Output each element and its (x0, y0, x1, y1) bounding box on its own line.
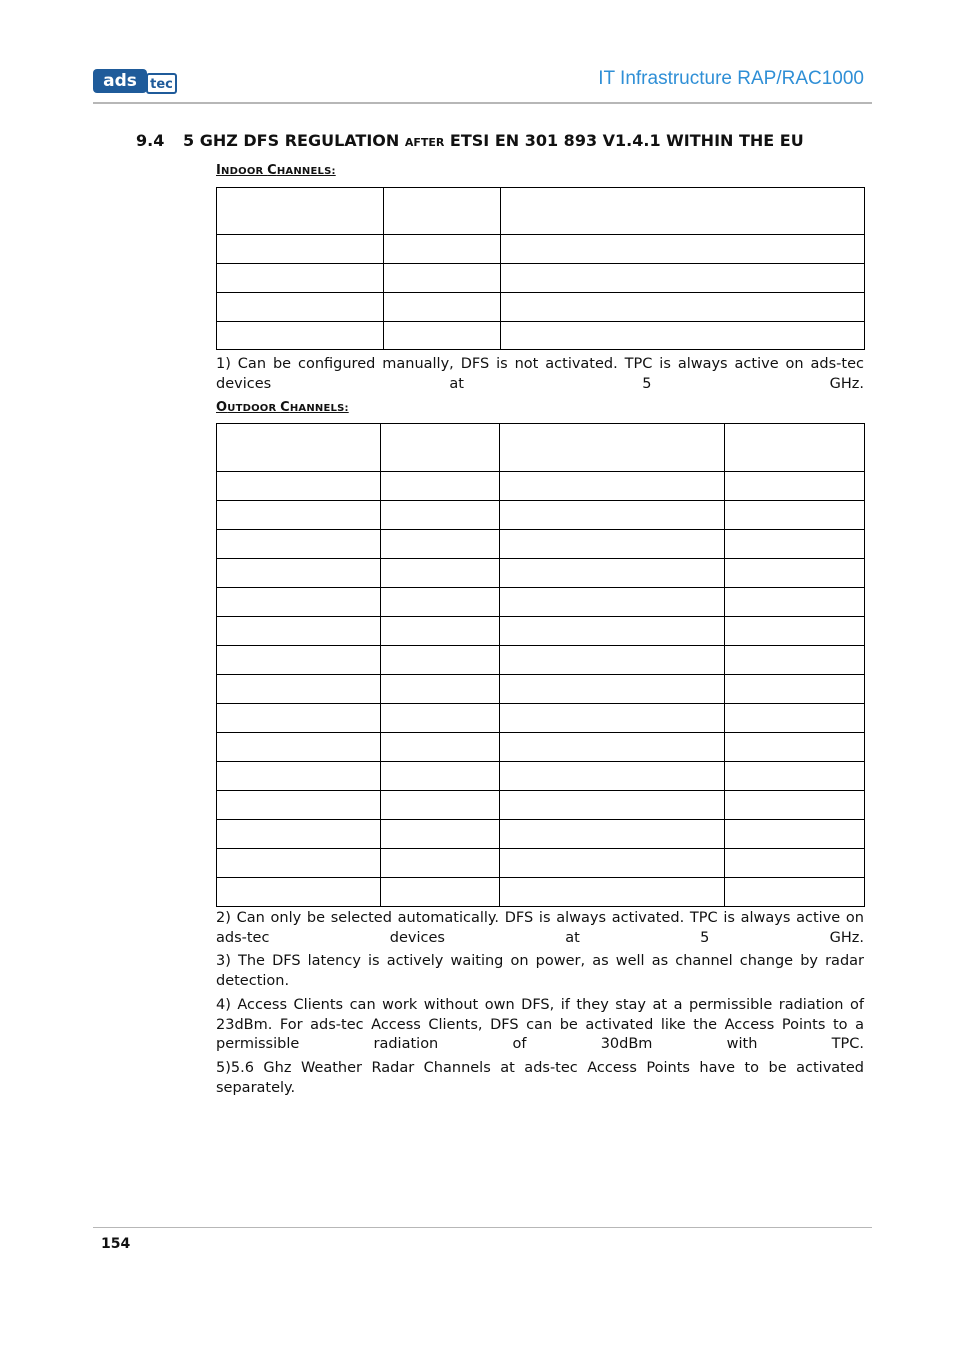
indoor-channels-table (216, 187, 865, 350)
table-cell (384, 235, 501, 264)
table-cell (501, 264, 865, 293)
outdoor-heading-initial2: C (280, 400, 290, 415)
table-cell (217, 293, 384, 322)
table-cell (725, 617, 865, 646)
table-cell (725, 472, 865, 501)
table-row (217, 791, 865, 820)
table-cell (381, 424, 500, 472)
ads-tec-logo (93, 68, 177, 94)
table-row (217, 235, 865, 264)
table-row (217, 588, 865, 617)
table-cell (725, 762, 865, 791)
indoor-channels-heading (216, 163, 336, 178)
table-cell (217, 762, 381, 791)
table-cell (217, 322, 384, 350)
footnote-3: 3) The DFS latency is actively waiting on power, as well as channel change by radar detection. (216, 953, 864, 989)
table-row (217, 849, 865, 878)
table-cell (500, 791, 725, 820)
table-cell (381, 646, 500, 675)
table-cell (725, 588, 865, 617)
table-cell (500, 878, 725, 907)
section-title-part3: ETSI EN 301 893 V1.4.1 WITHIN THE EU (444, 131, 804, 150)
table-row (217, 675, 865, 704)
table-cell (381, 849, 500, 878)
table-row (217, 530, 865, 559)
table-cell (217, 820, 381, 849)
table-cell (725, 559, 865, 588)
table-cell (217, 878, 381, 907)
section-title-part1: 5 GHZ DFS REGULATION (183, 131, 405, 150)
table-cell (381, 704, 500, 733)
table-row (217, 264, 865, 293)
table-cell (500, 617, 725, 646)
table-cell (500, 530, 725, 559)
table-cell (381, 878, 500, 907)
table-cell (384, 264, 501, 293)
table-cell (501, 235, 865, 264)
table-cell (217, 646, 381, 675)
table-cell (217, 588, 381, 617)
section-number: 9.4 (136, 131, 165, 150)
table-row (217, 762, 865, 791)
table-cell (381, 762, 500, 791)
table-cell (725, 733, 865, 762)
table-cell (381, 530, 500, 559)
table-cell (217, 424, 381, 472)
table-cell (381, 559, 500, 588)
footnote-5: 5)5.6 Ghz Weather Radar Channels at ads-tec Access Points have to be activated separately. (216, 1060, 864, 1096)
table-cell (381, 820, 500, 849)
table-cell (725, 530, 865, 559)
table-row (217, 704, 865, 733)
table-cell (501, 188, 865, 235)
svg-text:tec: tec (150, 77, 173, 92)
table-cell (217, 530, 381, 559)
table-cell (217, 617, 381, 646)
table-cell (725, 704, 865, 733)
indoor-heading-word2: HANNELS: (276, 166, 336, 177)
table-cell (500, 733, 725, 762)
outdoor-channels-table (216, 423, 865, 907)
table-cell (725, 791, 865, 820)
footnote-2: 2) Can only be selected automatically. DFS is always activated. TPC is always active on ads-tec devices at 5 GHz. (216, 910, 864, 946)
table-cell (381, 501, 500, 530)
footer-divider (93, 1227, 872, 1228)
outdoor-heading-initial: O (216, 400, 228, 415)
outdoor-heading-word1: UTDOOR (227, 403, 281, 414)
table-cell (381, 675, 500, 704)
table-cell (381, 472, 500, 501)
table-row (217, 293, 865, 322)
table-cell (500, 704, 725, 733)
svg-text:ads: ads (103, 71, 137, 91)
table-cell (217, 264, 384, 293)
table-cell (384, 293, 501, 322)
table-header-row (217, 188, 865, 235)
table-cell (381, 617, 500, 646)
table-cell (725, 424, 865, 472)
table-cell (725, 849, 865, 878)
section-heading (136, 131, 804, 150)
table-cell (501, 293, 865, 322)
table-cell (217, 188, 384, 235)
section-title-part2: AFTER (404, 136, 445, 149)
table-row (217, 559, 865, 588)
outdoor-channels-heading (216, 400, 349, 415)
table-cell (725, 501, 865, 530)
table-cell (725, 878, 865, 907)
table-header-row (217, 424, 865, 472)
table-cell (500, 501, 725, 530)
table-cell (381, 588, 500, 617)
table-cell (217, 235, 384, 264)
table-row (217, 501, 865, 530)
table-row (217, 617, 865, 646)
table-cell (500, 472, 725, 501)
table-cell (500, 588, 725, 617)
table-cell (501, 322, 865, 350)
table-cell (725, 675, 865, 704)
header-divider (93, 102, 872, 104)
table-cell (217, 849, 381, 878)
table-cell (217, 704, 381, 733)
table-cell (725, 646, 865, 675)
table-row (217, 878, 865, 907)
table-cell (217, 559, 381, 588)
table-row (217, 322, 865, 350)
table-cell (500, 675, 725, 704)
table-cell (500, 646, 725, 675)
table-row (217, 820, 865, 849)
table-cell (500, 849, 725, 878)
table-cell (500, 820, 725, 849)
table-row (217, 646, 865, 675)
table-cell (217, 675, 381, 704)
table-cell (384, 188, 501, 235)
indoor-heading-initial: I (216, 163, 222, 178)
table-cell (217, 791, 381, 820)
table-cell (217, 472, 381, 501)
table-cell (381, 791, 500, 820)
table-cell (384, 322, 501, 350)
table-cell (500, 559, 725, 588)
outdoor-heading-word2: HANNELS: (289, 403, 349, 414)
indoor-heading-word1: NDOOR (221, 166, 268, 177)
table-cell (500, 762, 725, 791)
page-number: 154 (101, 1236, 131, 1252)
indoor-footnote: 1) Can be configured manually, DFS is not activated. TPC is always active on ads-tec devices at 5 GHz. (216, 356, 864, 392)
table-cell (381, 733, 500, 762)
document-title: IT Infrastructure RAP/RAC1000 (598, 68, 864, 89)
table-cell (217, 501, 381, 530)
table-cell (217, 733, 381, 762)
table-cell (500, 424, 725, 472)
table-cell (725, 820, 865, 849)
table-row (217, 472, 865, 501)
footnote-4: 4) Access Clients can work without own DFS, if they stay at a permissible radiation of 23dBm. For ads-tec Access Clients, DFS can be activated like the Access Points to a permissible radiation of 30dBm with TPC. (216, 997, 864, 1052)
indoor-heading-initial2: C (267, 163, 277, 178)
table-row (217, 733, 865, 762)
